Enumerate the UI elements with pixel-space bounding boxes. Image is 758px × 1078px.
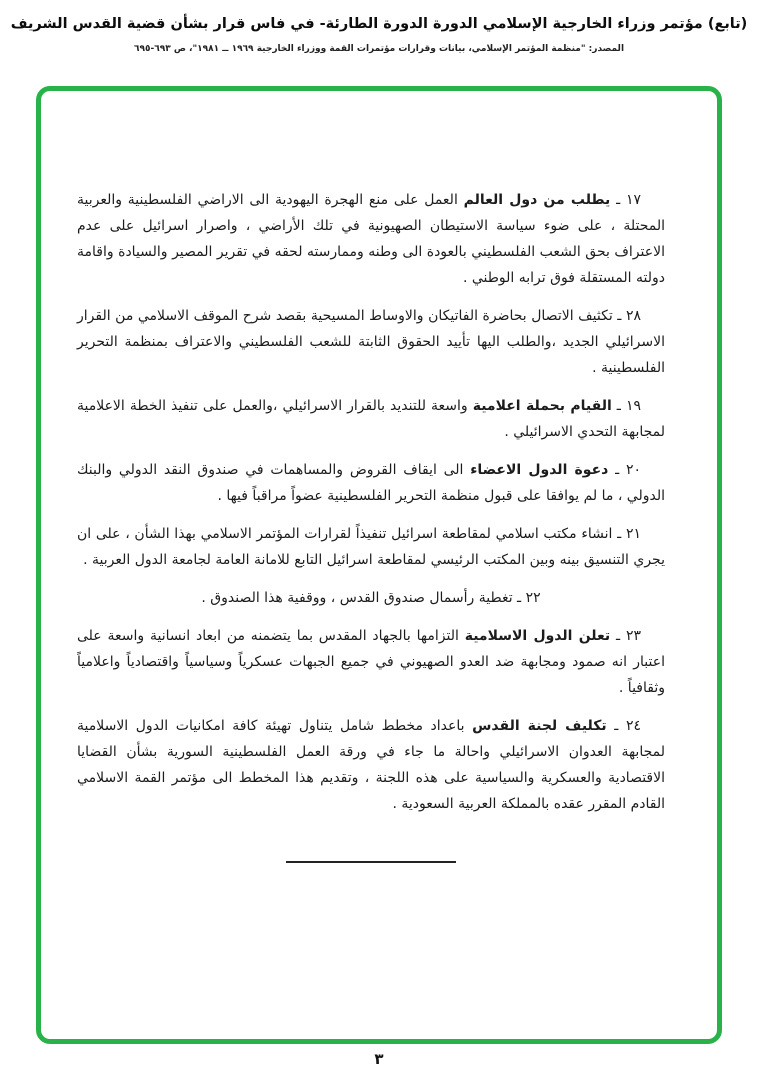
paragraph-number: ٢٨ ـ <box>612 308 641 324</box>
paragraph-number: ١٩ ـ <box>611 398 641 414</box>
paragraph-number: ٢٢ ـ <box>512 590 541 606</box>
resolution-body <box>77 187 665 863</box>
document-header <box>0 0 758 54</box>
resolution-paragraph-17 <box>77 187 665 291</box>
green-border-frame <box>36 86 722 1044</box>
resolution-paragraph-23 <box>77 623 665 701</box>
paragraph-text: تغطية رأسمال صندوق القدس ، ووقفية هذا الصندوق . <box>201 590 513 606</box>
resolution-paragraph-19 <box>77 393 665 445</box>
paragraph-text: واسعة للتنديد بالقرار الاسرائيلي ،والعمل على تنفيذ الخطة الاعلامية لمجابهة التحدي الاسرائيلي . <box>77 398 665 440</box>
paragraph-lead: دعوة الدول الاعضاء <box>470 462 609 478</box>
document-title: (تابع) مؤتمر وزراء الخارجية الإسلامي الدورة الدورة الطارئة- في فاس قرار بشأن قضية القدس الشريف <box>10 16 748 32</box>
section-divider <box>286 861 456 863</box>
paragraph-number: ٢٠ ـ <box>608 462 641 478</box>
paragraph-text: الى ايقاف القروض والمساهمات في صندوق النقد الدولي والبنك الدولي ، ما لم يوافقا على قبول منظمة التحرير الفلسطينية عضواً مراقباً فيها . <box>77 462 665 504</box>
paragraph-number: ١٧ ـ <box>610 192 641 208</box>
paragraph-text: انشاء مكتب اسلامي لمقاطعة اسرائيل تنفيذاً لقرارات المؤتمر الاسلامي بهذا الشأن ، على ان يجري التنسيق بينه وبين المكتب الرئيسي لمقاطعة اسرائيل التابع للامانة العامة لجامعة الدول العربية . <box>77 526 665 568</box>
paragraph-number: ٢١ ـ <box>612 526 641 542</box>
paragraph-text: العمل على منع الهجرة اليهودية الى الاراضي الفلسطينية والعربية المحتلة ، على ضوء سياسة الاستيطان الصهيونية في تلك الأراضي ، واصرار اسرائيل على عدم الاعتراف بحق الشعب الفلسطيني بالعودة الى وطنه وممارسته لحقه في تقرير المصير والسيادة واقامة دولته المستقلة فوق ترابه الوطني . <box>77 192 665 286</box>
paragraph-text: تكثيف الاتصال بحاضرة الفاتيكان والاوساط المسيحية بقصد شرح الموقف الاسلامي من القرار الاسرائيلي الجديد ،والطلب اليها تأييد الحقوق الثابتة للشعب الفلسطيني والاعتراف بمنظمة التحرير الفلسطينية . <box>77 308 665 376</box>
resolution-paragraph-24 <box>77 713 665 817</box>
paragraph-lead: تكليف لجنة القدس <box>472 718 607 734</box>
resolution-paragraph-20 <box>77 457 665 509</box>
paragraph-lead: القيام بحملة اعلامية <box>472 398 612 414</box>
paragraph-text: باعداد مخطط شامل يتناول تهيئة كافة امكانيات الدول الاسلامية لمجابهة العدوان الاسرائيلي واحالة ما جاء في ورقة العمل الفلسطينية السورية بشأن القضايا الاقتصادية والعسكرية والسياسية على هذه اللجنة ، وتقديم هذا المخطط الى مؤتمر القمة الاسلامي القادم المقرر عقده بالمملكة العربية السعودية . <box>77 718 665 812</box>
paragraph-lead: تعلن الدول الاسلامية <box>464 628 611 644</box>
page-number: ٣ <box>374 1050 384 1068</box>
paragraph-number: ٢٤ ـ <box>606 718 641 734</box>
paragraph-number: ٢٣ ـ <box>610 628 641 644</box>
resolution-paragraph-21 <box>77 521 665 573</box>
paragraph-text: التزامها بالجهاد المقدس بما يتضمنه من ابعاد انسانية واسعة على اعتبار انه صمود ومجابهة ضد العدو الصهيوني في جميع الجبهات عسكرياً وسياسياً واقتصادياً واعلامياً وثقافياً . <box>77 628 665 696</box>
paragraph-lead: يطلب من دول العالم <box>463 192 611 208</box>
document-source-line: المصدر: "منظمة المؤتمر الإسلامي، بيانات وقرارات مؤتمرات القمة ووزراء الخارجية ١٩٦٩ ــ ١٩٨١"، ص ٦٩٣-٦٩٥ <box>133 43 625 54</box>
resolution-paragraph-22 <box>77 585 665 611</box>
resolution-paragraph-18 <box>77 303 665 381</box>
